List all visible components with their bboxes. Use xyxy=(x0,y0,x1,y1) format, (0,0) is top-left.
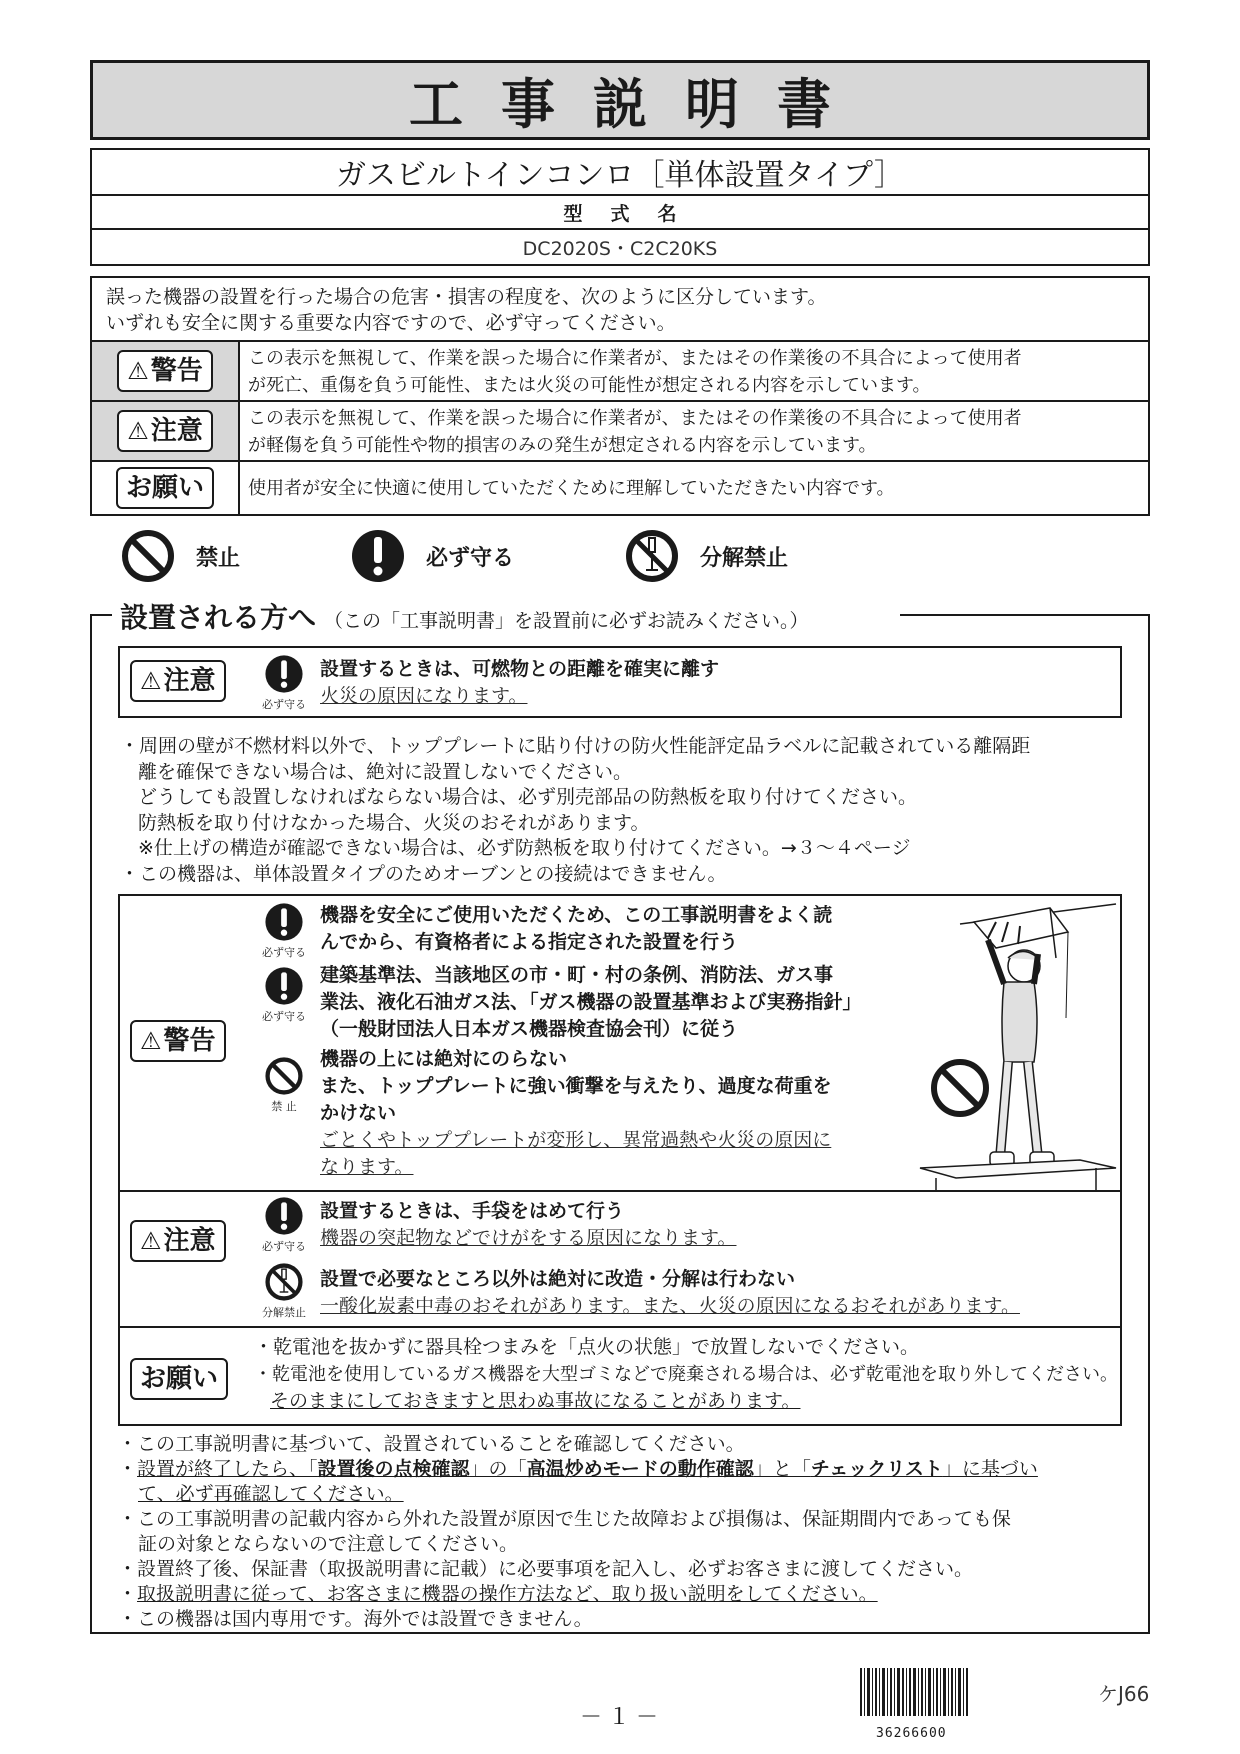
mandatory-icon xyxy=(350,528,406,584)
installation-notes: ・周囲の壁が不燃材料以外で、トッププレートに貼り付けの防火性能評定品ラベルに記載されている離隔距 離を確保できない場合は、絶対に設置しないでください。 どうしても設置しなければならない場合は、必ず別売部品の防熱板を取り付けてください。 防熱板を取り付けなかった場合、火災のおそれがあります。 ※仕上げの構造が確認できない場合は、必ず防熱板を取り付けてください。→３～４ページ ・この機器は、単体設置タイプのためオーブンとの接続はできません。 xyxy=(120,735,1031,885)
request-badge: お願い xyxy=(130,1358,228,1400)
symbol-prohibited: 禁止 xyxy=(120,528,240,584)
caution-badge: ⚠ 注意 xyxy=(117,410,213,452)
caution-heading: 設置するときは、可燃物との距離を確実に離す xyxy=(320,658,720,680)
symbol-no-disassembly: 分解禁止 xyxy=(624,528,788,584)
caution-distance-box: ⚠ 注意 必ず守る 設置するときは、可燃物との距離を確実に離す 火災の原因になります。 xyxy=(118,646,1122,718)
caution-badge: ⚠ 注意 xyxy=(130,1220,226,1262)
product-info-box xyxy=(90,148,1150,266)
document-title-box xyxy=(90,60,1150,140)
warning-badge: ⚠ 警告 xyxy=(117,350,213,392)
model-label: 型式名 xyxy=(92,196,1148,230)
hazard-legend xyxy=(90,276,1150,516)
legend-row-warning: ⚠ 警告 この表示を無視して、作業を誤った場合に作業者が、またはその作業後の不具合によって使用者 が死亡、重傷を負う可能性、または火災の可能性が想定される内容を示しています。 xyxy=(92,340,1148,400)
mandatory-icon xyxy=(264,1196,304,1236)
warning-triangle-icon: ⚠ xyxy=(127,417,149,445)
symbol-legend xyxy=(120,526,1120,586)
prohibited-icon xyxy=(120,528,176,584)
no-disassembly-icon xyxy=(624,528,680,584)
document-code: ケJ66 xyxy=(1098,1682,1150,1706)
safety-instructions-box: ⚠ 警告 必ず守る 機器を安全にご使用いただくため、この工事説明書をよく読 んでから、有資格者による指定された設置を行う 必ず守る 建築基準法、当該地区の市・町・村の条例、消防法、ガス事 業法、液化石油ガス法、「ガス機器の設置基準および実務指針」 （一般財団法人日本ガス機器検査協会刊）に従う 禁 止 機器の上には絶対にのらない また、トッププレートに強い衝撃を与えたり、過度な荷重を かけない ごとくやトッププレートが変形し、異常過熱や火災の原因に なります。 ⚠ 注意 必ず守る 設置するときは、手袋をはめて行う 機器の突起物などでけがをする原因になります。 分解禁止 設置で必要なところ以外は絶対に改造・分解は行わない 一酸化炭素中毒のおそれがあります。また、火災の原因になるおそれがあります。 お願い ・乾電池を抜かずに器具栓つまみを「点火の状態」で放置しないでください。 ・乾電池を使用しているガス機器を大型ゴミなどで廃棄される場合は、必ず乾電池を取り外してください。 そのままにしておきますと思わぬ事故になることがあります。 xyxy=(118,894,1122,1426)
legend-intro: 誤った機器の設置を行った場合の危害・損害の程度を、次のように区分しています。 いずれも安全に関する重要な内容ですので、必ず守ってください。 xyxy=(106,286,827,334)
section-subtitle: （この「工事説明書」を設置前に必ずお読みください。） xyxy=(324,610,809,632)
request-badge: お願い xyxy=(116,467,214,509)
warning-triangle-icon: ⚠ xyxy=(127,357,149,385)
symbol-mandatory: 必ず守る xyxy=(350,528,514,584)
barcode xyxy=(860,1668,970,1716)
mandatory-icon xyxy=(264,966,304,1006)
caution-badge: ⚠ 注意 xyxy=(130,660,226,702)
warning-badge: ⚠ 警告 xyxy=(130,1020,226,1062)
stand-on-stove-prohibited-illustration xyxy=(900,898,1118,1190)
product-name: ガスビルトインコンロ［単体設置タイプ］ xyxy=(92,150,1148,196)
warning-triangle-icon: ⚠ xyxy=(140,667,162,695)
installer-section-header xyxy=(116,596,813,632)
warning-triangle-icon: ⚠ xyxy=(140,1227,162,1255)
barcode-number: 36266600 xyxy=(876,1726,947,1741)
warning-triangle-icon: ⚠ xyxy=(140,1027,162,1055)
no-disassembly-icon xyxy=(264,1262,304,1302)
mandatory-icon xyxy=(264,654,304,694)
page-number: －１－ xyxy=(580,1705,665,1730)
model-numbers: DC2020S・C2C20KS xyxy=(522,237,718,260)
legend-row-request: お願い 使用者が安全に快適に使用していただくために理解していただきたい内容です。 xyxy=(92,460,1148,514)
legend-row-caution: ⚠ 注意 この表示を無視して、作業を誤った場合に作業者が、またはその作業後の不具合によって使用者 が軽傷を負う可能性や物的損害のみの発生が想定される内容を示しています。 xyxy=(92,400,1148,460)
document-title: 工事説明書 xyxy=(409,72,869,136)
prohibited-icon xyxy=(264,1056,304,1096)
post-installation-notes: ・この工事説明書に基づいて、設置されていることを確認してください。 ・設置が終了したら、「設置後の点検確認」の「高温炒めモードの動作確認」と「チェックリスト」に基づい て、必ず再確認してください。 ・この工事説明書の記載内容から外れた設置が原因で生じた故障および損傷は、保証期間内であっても保 証の対象とならないので注意してください。 ・設置終了後、保証書（取扱説明書に記載）に必要事項を記入し、必ずお客さまに渡してください。 ・取扱説明書に従って、お客さまに機器の操作方法など、取り扱い説明をしてください。 ・この機器は国内専用です。海外では設置できません。 xyxy=(118,1433,1038,1630)
caution-note: 火災の原因になります。 xyxy=(320,685,528,707)
mandatory-icon xyxy=(264,902,304,942)
section-title: 設置される方へ xyxy=(120,601,317,634)
